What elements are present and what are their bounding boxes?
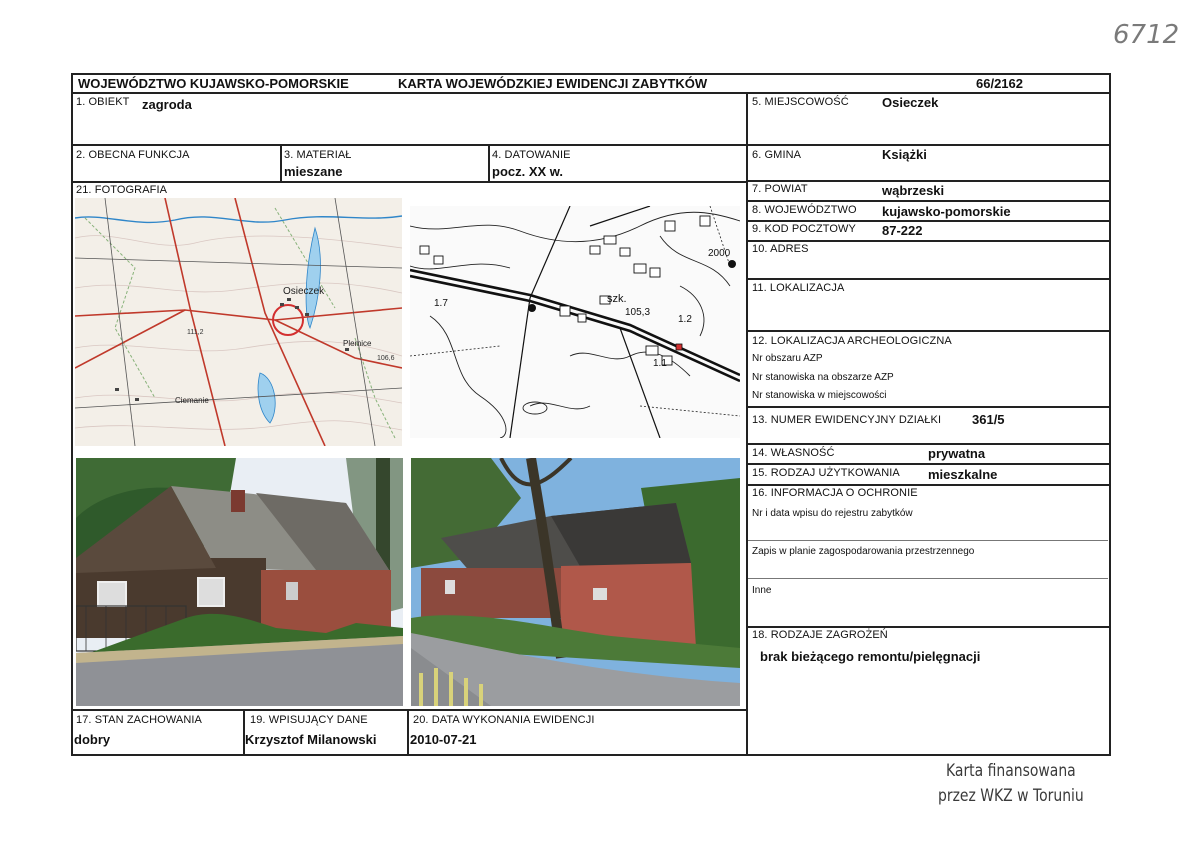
map2-spot-height-5: 1.7 (434, 298, 448, 309)
datowanie-label: 4. DATOWANIE (492, 149, 571, 161)
numer-dzialki-value: 361/5 (972, 412, 1005, 427)
lok-arch-label: 12. LOKALIZACJA ARCHEOLOGICZNA (752, 335, 952, 347)
obiekt-label: 1. OBIEKT (76, 96, 130, 108)
wpisujacy-label: 19. WPISUJĄCY DANE (250, 714, 368, 726)
zagrozenia-value: brak bieżącego remontu/pielęgnacji (760, 649, 981, 664)
map1-place-osieczek: Osieczek (283, 286, 325, 297)
topographic-map-color (75, 198, 402, 446)
map1-spot-height-1: 111,2 (187, 329, 204, 336)
voivodeship-header: WOJEWÓDZTWO KUJAWSKO-POMORSKIE (78, 76, 349, 91)
map1-place-plemice: Plemice (343, 339, 372, 348)
nr-stanowiska-azp: Nr stanowiska na obszarze AZP (752, 372, 894, 383)
powiat-value: wąbrzeski (882, 183, 945, 198)
wojewodztwo-value: kujawsko-pomorskie (882, 204, 1011, 219)
map1-place-ciemanie: Ciemanie (175, 396, 209, 405)
numer-dzialki-label: 13. NUMER EWIDENCYJNY DZIAŁKI (752, 414, 942, 426)
adres-label: 10. ADRES (752, 243, 809, 255)
topographic-map-detail (410, 206, 740, 438)
map2-label-school: szk. (607, 293, 627, 305)
stan-zachowania-label: 17. STAN ZACHOWANIA (76, 714, 202, 726)
map2-spot-height-2: 1.2 (678, 314, 692, 325)
datowanie-value: pocz. XX w. (492, 164, 564, 179)
financing-note-line2: przez WKZ w Toruniu (938, 786, 1084, 806)
data-wykonania-value: 2010-07-21 (410, 732, 477, 747)
nr-stanowiska-miejscowosci: Nr stanowiska w miejscowości (752, 390, 887, 401)
inne-label: Inne (752, 585, 772, 596)
handwritten-card-number: 6712 (1113, 20, 1180, 50)
wpisujacy-value: Krzysztof Milanowski (245, 732, 377, 747)
obecna-funkcja-label: 2. OBECNA FUNKCJA (76, 149, 190, 161)
wojewodztwo-label: 8. WOJEWÓDZTWO (752, 204, 857, 216)
nr-obszaru-azp: Nr obszaru AZP (752, 353, 823, 364)
nr-data-wpisu-rejestr: Nr i data wpisu do rejestru zabytków (752, 508, 913, 519)
informacja-ochrona-label: 16. INFORMACJA O OCHRONIE (752, 487, 918, 499)
header-divider (71, 92, 1111, 94)
miejscowosc-label: 5. MIEJSCOWOŚĆ (752, 96, 849, 108)
rodzaj-uzytkowania-value: mieszkalne (928, 467, 998, 482)
map1-spot-height-2: 106,6 (377, 355, 395, 362)
photo-house-front (76, 458, 403, 706)
obiekt-value: zagroda (142, 97, 192, 112)
card-title: KARTA WOJEWÓDZKIEJ EWIDENCJI ZABYTKÓW (398, 76, 708, 91)
photo-house-side (411, 458, 740, 706)
rodzaj-uzytkowania-label: 15. RODZAJ UŻYTKOWANIA (752, 467, 900, 479)
wlasnosc-label: 14. WŁASNOŚĆ (752, 447, 835, 459)
financing-note-line1: Karta finansowana (946, 761, 1076, 781)
stan-zachowania-value: dobry (74, 732, 111, 747)
material-label: 3. MATERIAŁ (284, 149, 352, 161)
zagrozenia-label: 18. RODZAJE ZAGROŻEŃ (752, 629, 888, 641)
gmina-label: 6. GMINA (752, 149, 802, 161)
wlasnosc-value: prywatna (928, 446, 986, 461)
data-wykonania-label: 20. DATA WYKONANIA EWIDENCJI (413, 714, 595, 726)
material-value: mieszane (284, 164, 343, 179)
kod-pocztowy-label: 9. KOD POCZTOWY (752, 223, 856, 235)
miejscowosc-value: Osieczek (882, 95, 939, 110)
map2-spot-height-4: 2000 (708, 248, 731, 259)
kod-pocztowy-value: 87-222 (882, 223, 923, 238)
lokalizacja-label: 11. LOKALIZACJA (752, 282, 845, 294)
powiat-label: 7. POWIAT (752, 183, 808, 195)
card-number: 66/2162 (976, 76, 1023, 91)
zapis-plan-zagospodarowania: Zapis w planie zagospodarowania przestrzennego (752, 546, 975, 557)
fotografia-label: 21. FOTOGRAFIA (76, 184, 168, 196)
map2-spot-height-1: 105,3 (625, 307, 651, 318)
gmina-value: Książki (882, 147, 927, 162)
map2-spot-height-3: 1.1 (653, 358, 667, 369)
